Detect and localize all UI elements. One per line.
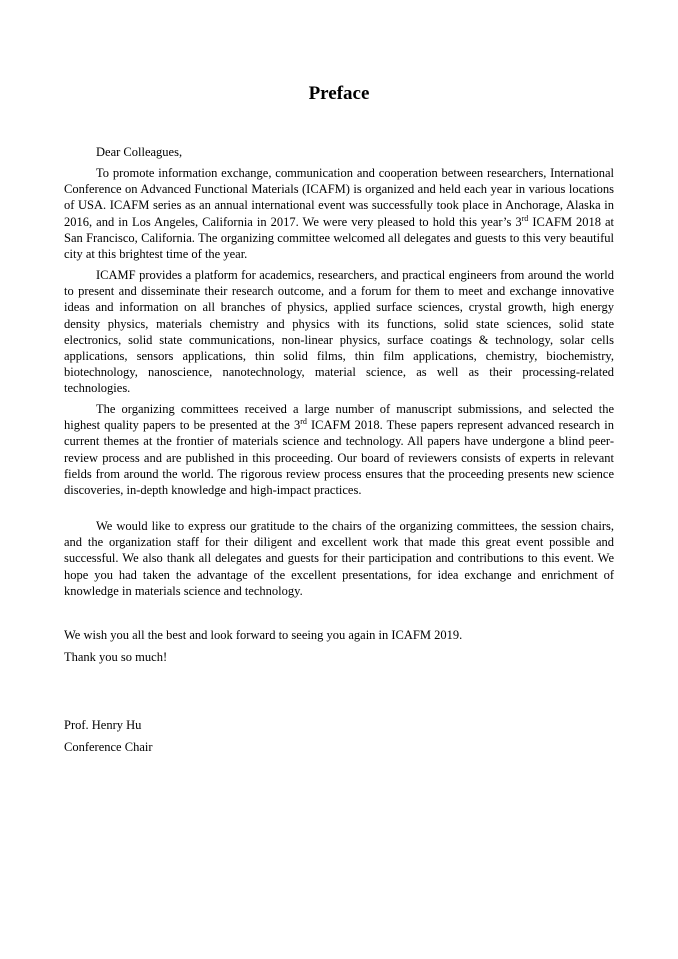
closing-thanks: Thank you so much!	[64, 650, 168, 664]
paragraph-gratitude: We would like to express our gratitude to the chairs of the organizing committees, the session chairs, and the organization staff for their diligent and excellent work that made this great event possible and successful. We also thank all delegates and guests for their participation and contributions to this event. We hope you had taken the advantage of the excellent presentations, for idea exchange and enrichment of knowledge in materials science and technology.	[64, 519, 614, 598]
signature-name: Prof. Henry Hu	[64, 718, 142, 732]
salutation: Dear Colleagues,	[96, 145, 183, 159]
paragraph-submissions	[64, 401, 614, 498]
paragraph-submissions-text-1: The organizing committees received a large number of manuscript submissions, and selected the highest quality papers to be presented at the 3	[64, 402, 614, 433]
paragraph-intro	[64, 165, 614, 262]
signature-title: Conference Chair	[64, 740, 153, 754]
ordinal-suffix: rd	[521, 213, 529, 223]
page-title: Preface	[308, 83, 370, 104]
paragraph-intro-text-2: ICAFM 2018 at San Francisco, California. The organizing committee welcomed all delegates and guests to this very beautiful city at this brightest time of the year.	[64, 214, 615, 262]
paragraph-intro-text-1: To promote information exchange, communication and cooperation between researchers, International Conference on Advanced Functional Materials (ICAFM) is organized and held each year in various locations of USA. ICAFM series as an annual international event was successfully took place in Anchorage, Alaska in 2016, and in Los Angeles, California in 2017. We were very pleased to hold this year’s 3	[64, 166, 614, 229]
paragraph-platform: ICAMF provides a platform for academics, researchers, and practical engineers from around the world to present and disseminate their research outcome, and a forum for them to meet and exchange innovative ideas and information on all branches of physics, applied surface sciences, crystal growth, high energy density physics, materials chemistry and physics with its functions, solid state sciences, solid state electronics, solid state communications, non-linear physics, surface coatings & technology, solar cells applications, sensors applications, thin solid films, thin film applications, chemistry, biochemistry, biotechnology, nanoscience, nanotechnology, material science, as well as their processing-related technologies.	[64, 268, 614, 396]
ordinal-suffix: rd	[300, 417, 307, 427]
paragraph-submissions-text-2: ICAFM 2018. These papers represent advanced research in current themes at the frontier of materials science and technology. All papers have undergone a blind peer-review process and are published in this proceeding. Our board of reviewers consists of experts in relevant fields from around the world. The rigorous review process ensures that the proceeding presents new science discoveries, in-depth knowledge and high-impact practices.	[64, 418, 614, 498]
closing-wishes: We wish you all the best and look forward to seeing you again in ICAFM 2019.	[64, 628, 463, 642]
